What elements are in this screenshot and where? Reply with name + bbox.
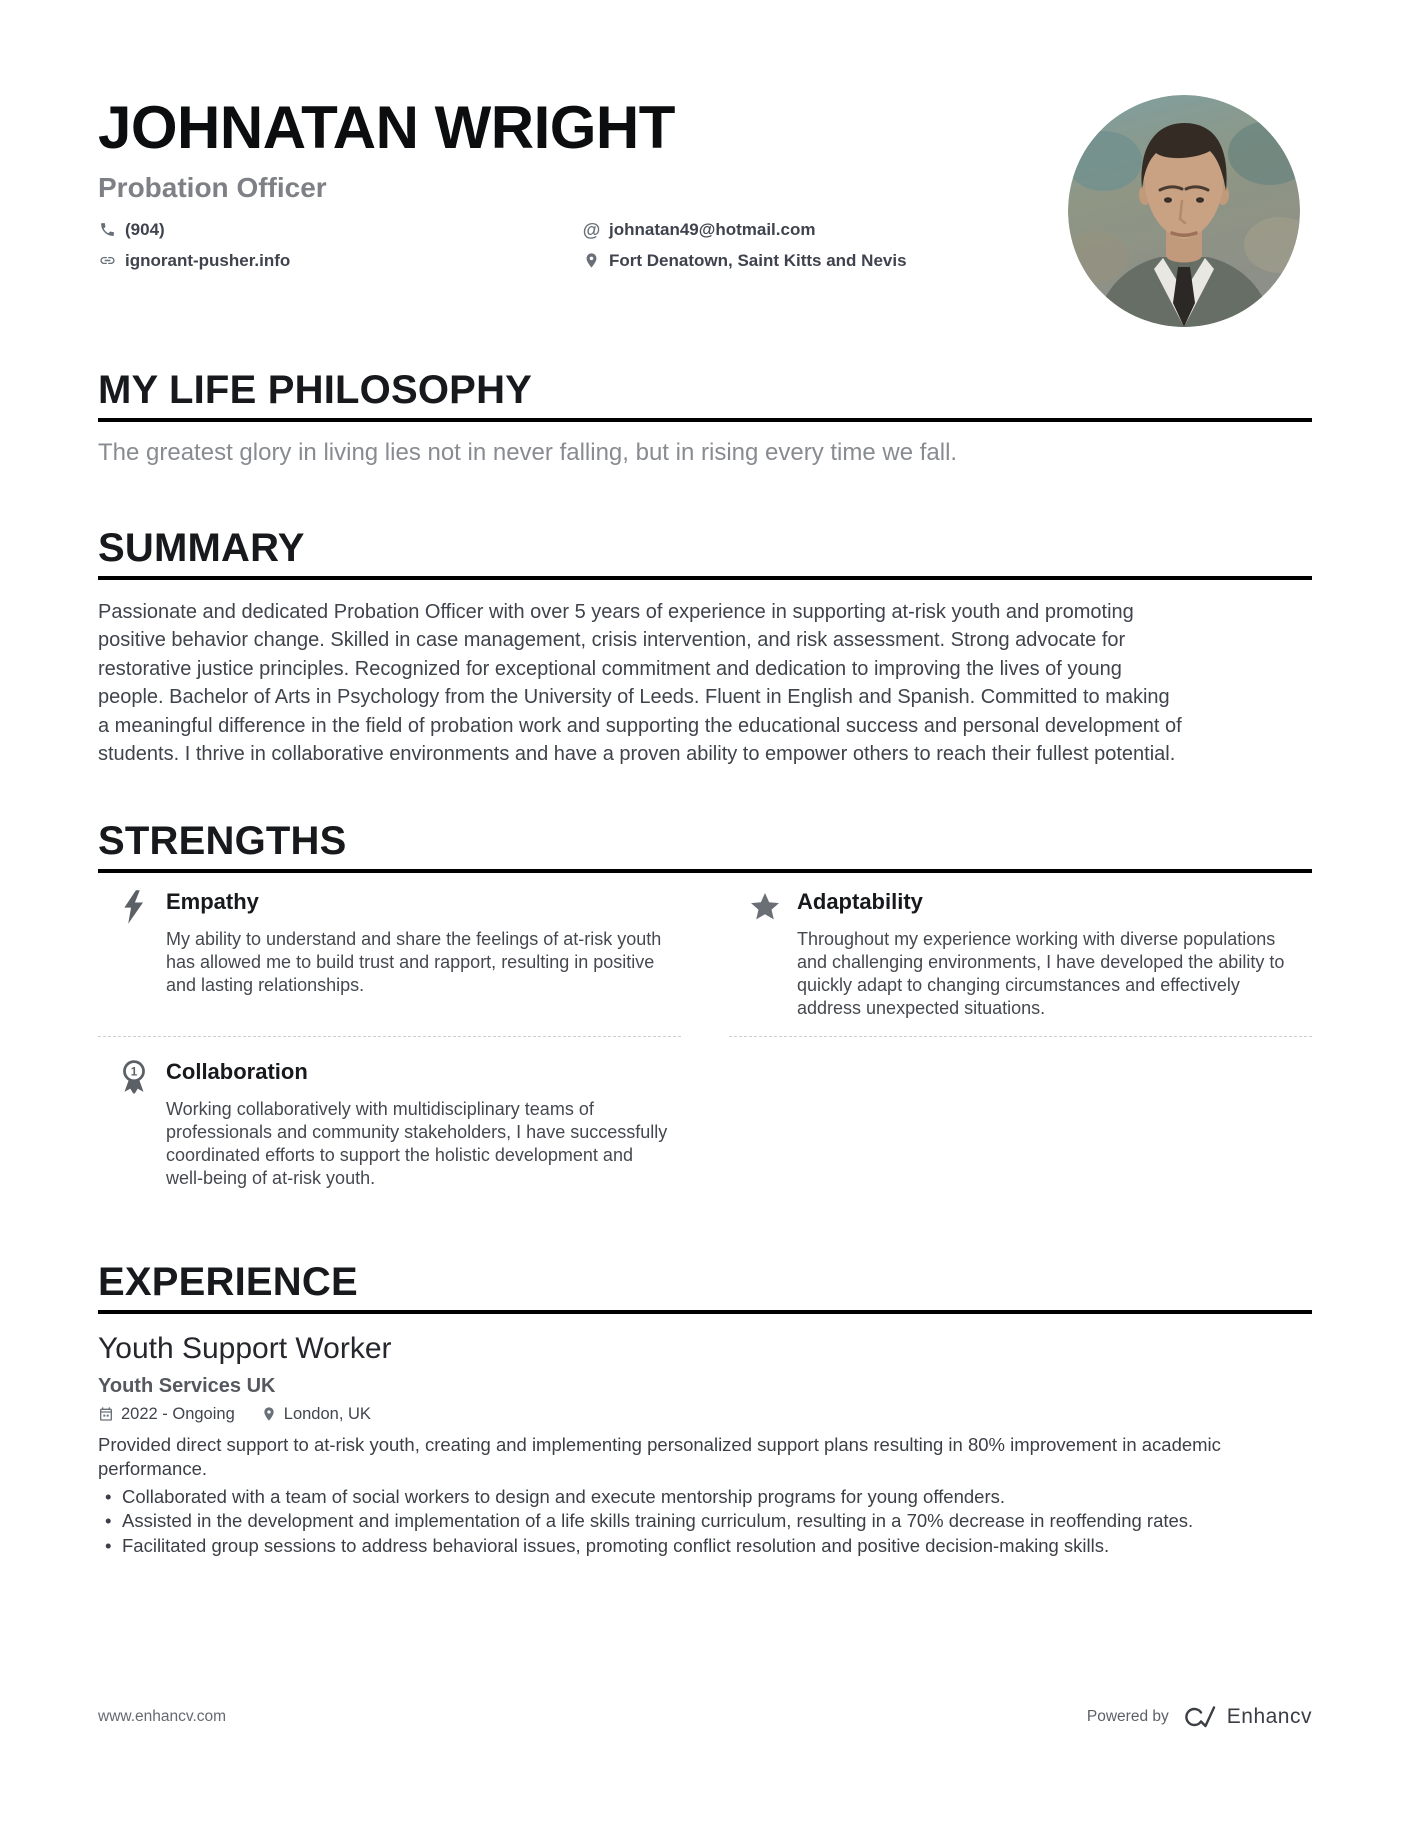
strength-description: My ability to understand and share the feelings of at-risk youth has allowed me to build trust and rapport, resulting in positive and lasting relationships. bbox=[166, 928, 662, 995]
footer-website-link[interactable]: www.enhancv.com bbox=[98, 1708, 227, 1725]
enhancv-brand-text[interactable]: Enhancv bbox=[1226, 1705, 1312, 1728]
contact-location-value: Fort Denatown, Saint Kitts and Nevis bbox=[609, 250, 907, 270]
section-summary bbox=[98, 525, 1312, 769]
strength-description: Working collaboratively with multidisciplinary teams of professionals and community stakeholders, I have successfully coordinated efforts to support the holistic development and well-being of at-risk youth. bbox=[166, 1098, 668, 1188]
bolt-icon bbox=[118, 889, 150, 925]
person-job-title: Probation Officer bbox=[98, 172, 327, 203]
at-icon: @ bbox=[582, 219, 601, 240]
strength-item-collaboration bbox=[98, 1055, 681, 1206]
philosophy-title: MY LIFE PHILOSOPHY bbox=[98, 367, 533, 412]
job-bullet: • Collaborated with a team of social workers to design and execute mentorship programs for young offenders. bbox=[98, 1485, 1238, 1510]
job-dates bbox=[98, 1405, 235, 1424]
strength-description: Throughout my experience working with diverse populations and challenging environments, I have developed the ability to quickly adapt to changing circumstances and effectively address unexpected situations. bbox=[797, 928, 1285, 1018]
location-pin-icon bbox=[261, 1406, 277, 1422]
star-icon bbox=[749, 889, 781, 925]
phone-icon bbox=[98, 220, 117, 239]
contact-website[interactable] bbox=[98, 251, 582, 271]
strength-item-adaptability bbox=[729, 885, 1312, 1037]
experience-entry bbox=[98, 1332, 1312, 1559]
job-summary: Provided direct support to at-risk youth, creating and implementing personalized support plans resulting in 80% improvement in academic performance. bbox=[98, 1433, 1221, 1480]
contact-website-value[interactable]: ignorant-pusher.info bbox=[125, 250, 291, 270]
svg-text:1: 1 bbox=[130, 1065, 138, 1079]
enhancv-logo-icon[interactable] bbox=[1179, 1704, 1217, 1730]
job-meta-row bbox=[98, 1405, 1312, 1424]
summary-text: Passionate and dedicated Probation Officer with over 5 years of experience in supporting at-risk youth and promoting positive behavior change. Skilled in case management, crisis intervention, and risk assessment. Strong advocate for restorative justice principles. Recognized for exceptional commitment and dedication to improving the lives of young people. Bachelor of Arts in Psychology from the University of Leeds. Fluent in English and Spanish. Committed to making a meaningful difference in the field of probation work and supporting the educational success and personal development of students. I thrive in collaborative environments and have a proven ability to empower others to reach their fullest potential. bbox=[98, 600, 1182, 766]
strength-item-empathy bbox=[98, 885, 681, 1037]
strengths-grid bbox=[98, 885, 1312, 1206]
medal-icon bbox=[118, 1059, 150, 1095]
section-rule bbox=[98, 576, 1312, 580]
link-icon bbox=[98, 251, 117, 270]
strengths-grid-spacer bbox=[729, 1055, 1312, 1206]
section-strengths bbox=[98, 818, 1312, 1206]
page-footer bbox=[98, 1704, 1312, 1730]
experience-title: EXPERIENCE bbox=[98, 1259, 358, 1304]
job-bullet-list bbox=[98, 1485, 1238, 1559]
profile-photo bbox=[1068, 95, 1300, 327]
person-name: JOHNATAN WRIGHT bbox=[98, 94, 675, 161]
job-bullet: • Facilitated group sessions to address behavioral issues, promoting conflict resolution and positive decision-making skills. bbox=[98, 1534, 1238, 1559]
section-rule bbox=[98, 869, 1312, 873]
profile-photo-illustration bbox=[1068, 95, 1300, 327]
job-location bbox=[261, 1405, 371, 1424]
job-role: Youth Support Worker bbox=[98, 1331, 392, 1365]
location-pin-icon bbox=[582, 251, 601, 270]
philosophy-quote: The greatest glory in living lies not in never falling, but in rising every time we fall. bbox=[98, 438, 958, 466]
strength-name: Collaboration bbox=[166, 1058, 308, 1084]
summary-title: SUMMARY bbox=[98, 525, 305, 570]
section-rule bbox=[98, 1310, 1312, 1314]
contact-phone-value: (904) bbox=[125, 219, 165, 239]
strength-name: Empathy bbox=[166, 888, 259, 914]
strength-name: Adaptability bbox=[797, 888, 923, 914]
powered-by-group bbox=[1087, 1704, 1312, 1730]
contact-phone bbox=[98, 220, 582, 240]
calendar-icon bbox=[98, 1406, 114, 1422]
section-experience bbox=[98, 1259, 1312, 1559]
job-bullet: • Assisted in the development and implementation of a life skills training curriculum, resulting in a 70% decrease in reoffending rates. bbox=[98, 1509, 1238, 1534]
job-location-value: London, UK bbox=[283, 1404, 371, 1423]
job-company: Youth Services UK bbox=[98, 1374, 276, 1397]
strengths-title: STRENGTHS bbox=[98, 818, 347, 863]
powered-by-label: Powered by bbox=[1086, 1708, 1169, 1725]
section-philosophy bbox=[98, 367, 1312, 468]
contact-email-value[interactable]: johnatan49@hotmail.com bbox=[609, 219, 816, 239]
job-dates-value: 2022 - Ongoing bbox=[121, 1404, 235, 1423]
resume-content bbox=[0, 94, 1410, 1558]
section-rule bbox=[98, 418, 1312, 422]
